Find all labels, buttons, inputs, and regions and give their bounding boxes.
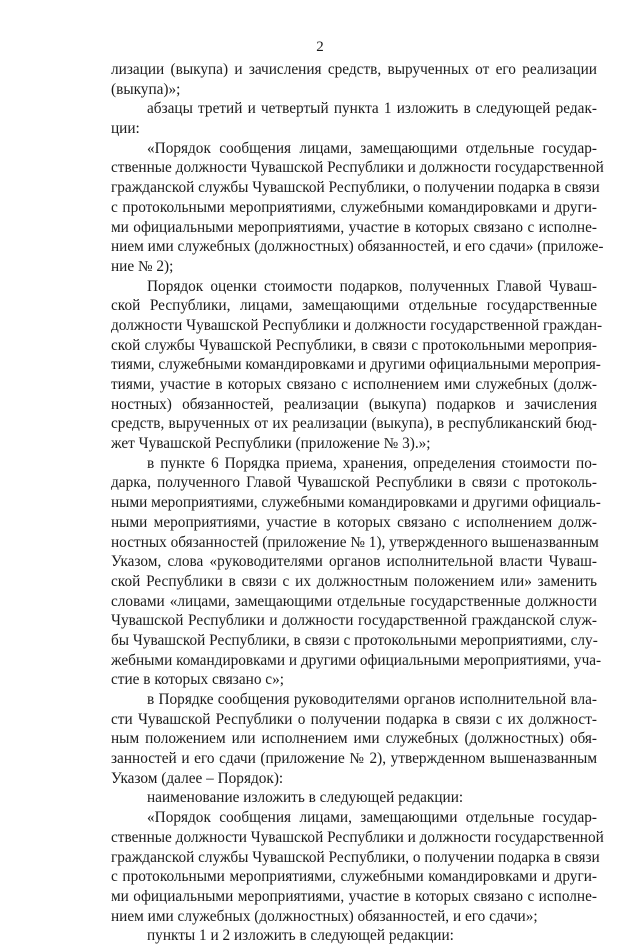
text-line: ской службы Чувашской Республики, в связи с протокольными мероприя- (111, 336, 597, 354)
text-line: дарка, полученного Главой Чувашской Республики в связи с протоколь- (111, 474, 597, 492)
text-line: занностей и его сдачи (приложение № 2), утвержденном вышеназванным (111, 750, 597, 768)
text-line: в Порядке сообщения руководителями органов исполнительной вла- (147, 691, 597, 708)
text-line: тиями, служебными командировками и другими официальными мероприя- (111, 356, 601, 374)
text-line: лизации (выкупа) и зачисления средств, вырученных от его реализации (111, 61, 597, 78)
text-line: ными мероприятиями, служебными командировками и другими официаль- (111, 494, 601, 512)
text-line: (выкупа)»; (111, 80, 181, 98)
text-line: гражданской службы Чувашской Республики, о получении подарка в связи (111, 848, 600, 866)
text-line: Указом, слова «руководителями органов исполнительной власти Чуваш- (111, 553, 597, 571)
text-line: абзацы третий и четвертый пункта 1 изложить в следующей редак- (147, 100, 597, 118)
text-line: бы Чувашской Республики, в связи с протокольными мероприятиями, слу- (111, 631, 598, 649)
text-line: должности Чувашской Республики и должности государственной граждан- (111, 316, 603, 334)
text-line: «Порядок сообщения лицами, замещающими отдельные государ- (147, 809, 597, 827)
text-line: Чувашской Республики и должности государственной гражданской служ- (111, 612, 597, 630)
text-line: словами «лицами, замещающими отдельные государственные должности (111, 592, 597, 610)
text-line: ными мероприятиями, участие в которых связано с исполнением долж- (111, 513, 597, 531)
text-line: ностных обязанностей (приложение № 1), утвержденного вышеназванным (111, 533, 599, 551)
text-line: тиями, участие в которых связано с исполнением ими служебных (долж- (111, 376, 597, 393)
text-line: сти Чувашской Республики о получении подарка в связи с их должност- (111, 710, 597, 728)
page-number: 2 (316, 39, 324, 55)
text-line: ние № 2); (111, 257, 174, 275)
text-line: гражданской службы Чувашской Республики, о получении подарка в связи (111, 179, 600, 197)
text-line: Указом (далее – Порядок): (111, 769, 284, 787)
text-line: Порядок оценки стоимости подарков, полученных Главой Чуваш- (147, 277, 597, 295)
text-line: пункты 1 и 2 изложить в следующей редакции: (147, 927, 454, 945)
text-line: ственные должности Чувашской Республики и должности государственной (111, 828, 604, 846)
text-line: ской Республики в связи с их должностным положением или» заменить (111, 572, 597, 590)
text-line: нием ими служебных (должностных) обязанностей, и его сдачи» (приложе- (111, 238, 604, 256)
text-line: жебными командировками и другими официальными мероприятиями, уча- (111, 651, 602, 669)
document-body (111, 60, 604, 946)
text-line: стие в которых связано с»; (111, 671, 284, 689)
text-line: «Порядок сообщения лицами, замещающими отдельные государ- (147, 139, 597, 157)
text-line: нием ими служебных (должностных) обязанностей, и его сдачи»; (111, 907, 538, 925)
text-line: ми официальными мероприятиями, участие в которых связано с исполне- (111, 218, 597, 236)
text-line: ции: (111, 120, 140, 138)
text-line: ми официальными мероприятиями, участие в которых связано с исполне- (111, 887, 597, 905)
text-line: с протокольными мероприятиями, служебными командировками и други- (111, 868, 597, 886)
text-line: в пункте 6 Порядка приема, хранения, определения стоимости по- (147, 454, 597, 472)
text-line: ным положением или исполнением ими служебных (должностных) обя- (111, 730, 597, 748)
text-line: ственные должности Чувашской Республики и должности государственной (111, 159, 604, 177)
text-line: жет Чувашской Республики (приложение № 3).»; (111, 435, 431, 453)
text-line: ностных) обязанностей, реализации (выкупа) подарков и зачисления (111, 395, 597, 413)
text-line: ской Республики, лицами, замещающими отдельные государственные (111, 297, 597, 315)
text-line: средств, вырученных от их реализации (выкупа), в республиканский бюд- (111, 415, 597, 433)
text-line: с протокольными мероприятиями, служебными командировками и други- (111, 198, 597, 216)
text-line: наименование изложить в следующей редакции: (147, 789, 464, 807)
